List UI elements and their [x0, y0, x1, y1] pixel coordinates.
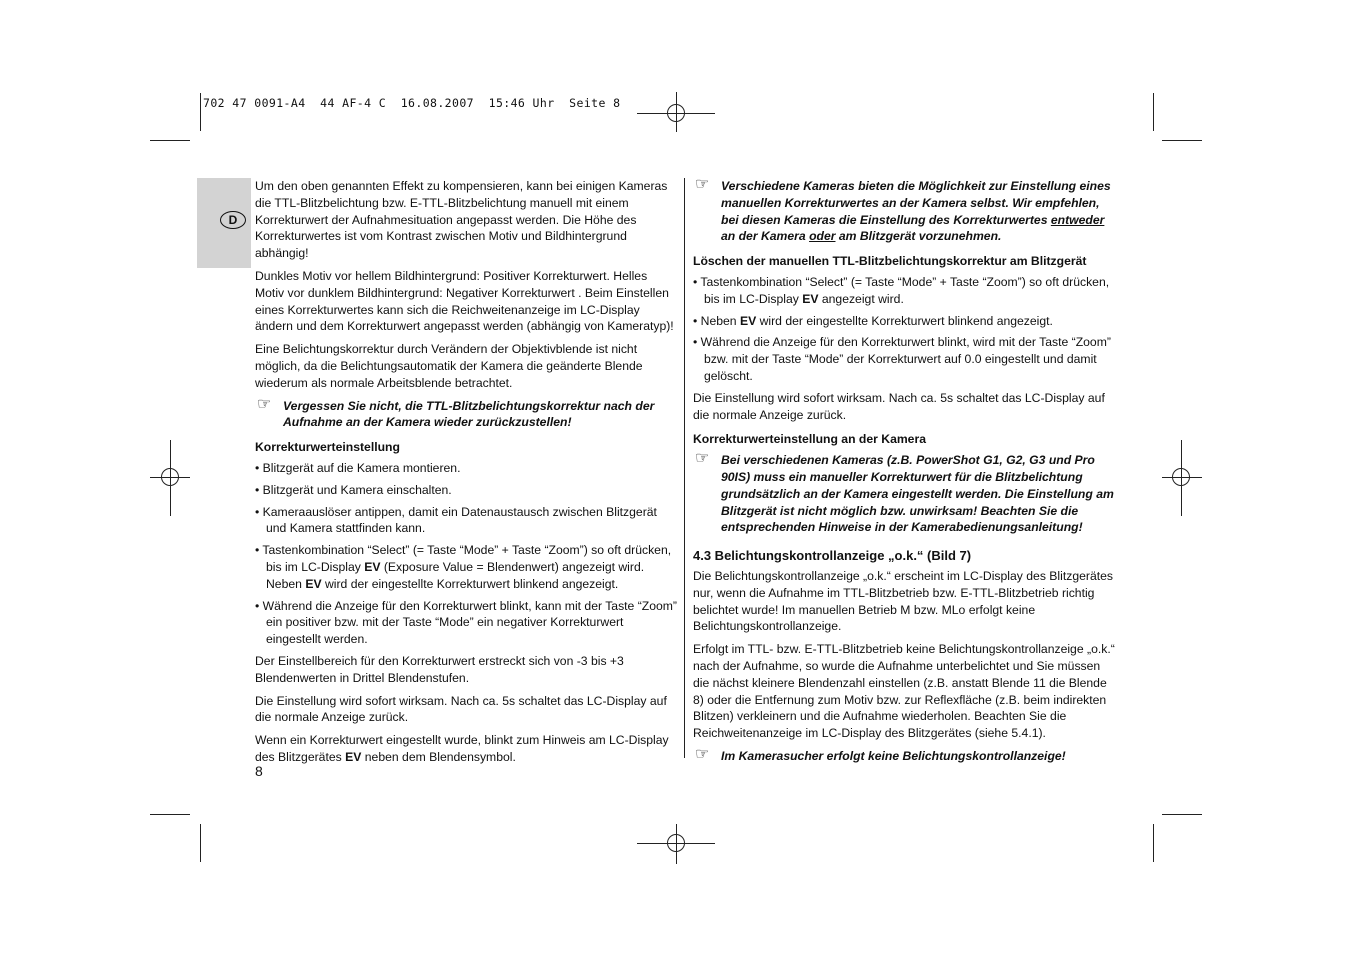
- text-span: Verschiedene Kameras bieten die Möglichkeit zur Einstellung eines manuellen Korrekturwertes an der Kamera selbst. Wir empfehlen, bei diesen Kameras die Einstellung des Korrekturwertes: [721, 179, 1111, 227]
- text-span: am Blitzgerät vorzunehmen.: [835, 229, 1002, 244]
- paragraph: Die Belichtungskontrollanzeige „o.k.“ erscheint im LC-Display des Blitzgerätes nur, wenn die Aufnahme im TTL-Blitzbetrieb bzw. E-TTL-Blitzbetrieb richtig belichtet wurde! Im manuellen Betrieb M bzw. MLo erfolgt keine Belichtungskontrollanzeige.: [693, 568, 1113, 634]
- text-span: wird der eingestellte Korrekturwert blinkend angezeigt.: [321, 576, 619, 591]
- paragraph: Erfolgt im TTL- bzw. E-TTL-Blitzbetrieb keine Belichtungskontrollanzeige „o.k.“ nach der Aufnahme, so wurde die Aufnahme unterbelichtet und Sie müssen die nächst kleinere Blendenzahl einstellen (z.B. anstatt Blende 11 die Blende 8) oder die Entfernung zum Motiv bzw. zur Reflexfläche (z.B. beim indirekten Blitzen) verkleinern und die Aufnahme wiederholen. Beachten Sie die Reichweitenanzeige im LC-Display des Blitzgerätes (siehe 5.4.1).: [693, 642, 1115, 741]
- column-divider: [684, 178, 685, 758]
- section-heading: Korrekturwerteinstellung an der Kamera: [693, 432, 926, 447]
- print-slug: 702 47 0091-A4 44 AF-4 C 16.08.2007 15:46 Uhr Seite 8: [203, 96, 621, 110]
- text-span: wird der eingestellte Korrekturwert blinkend angezeigt.: [756, 313, 1053, 328]
- ev-label: EV: [364, 559, 381, 574]
- left-column: [255, 178, 677, 772]
- paragraph: Dunkles Motiv vor hellem Bildhintergrund: Positiver Korrekturwert. Helles Motiv vor dunklem Bildhintergrund: Negativer Korrekturwert . Beim Einstellen eines Korrekturwertes kann sich die Reichweitenanzeige im LC-Display ändern und dem Korrekturwert angepasst werden (abhängig von Kameratyp)!: [255, 268, 674, 334]
- list-item: [693, 274, 1118, 308]
- text-span: an der Kamera: [721, 229, 810, 244]
- note: [693, 178, 1118, 245]
- ev-label: EV: [739, 313, 757, 328]
- list-item: [693, 313, 1118, 330]
- list-item: [255, 542, 677, 592]
- pointing-hand-icon: ☞: [695, 176, 710, 193]
- paragraph: Der Einstellbereich für den Korrekturwert erstreckt sich von -3 bis +3 Blendenwerten in Drittel Blendenstufen.: [255, 653, 624, 685]
- text-span: • Tastenkombination “Select” (= Taste “Mode” + Taste “Zoom”) so oft drücken, bis im LC-Display: [255, 543, 672, 574]
- list-item: • Kameraauslöser antippen, damit ein Datenaustausch zwischen Blitzgerät und Kamera stattfinden kann.: [255, 504, 657, 536]
- text-span: Wenn ein Korrekturwert eingestellt wurde, blinkt zum Hinweis am LC-Display des Blitzgerätes: [255, 733, 669, 764]
- section-heading: Löschen der manuellen TTL-Blitzbelichtungskorrektur am Blitzgerät: [693, 254, 1087, 269]
- text-span: neben dem Blendensymbol.: [361, 749, 516, 764]
- ev-label: EV: [305, 576, 322, 591]
- section-title: 4.3 Belichtungskontrollanzeige „o.k.“ (Bild 7): [693, 548, 972, 564]
- right-column: [693, 178, 1118, 773]
- language-badge: D: [220, 211, 246, 229]
- list-item: • Während die Anzeige für den Korrekturwert blinkt, wird mit der Taste “Zoom” bzw. mit der Taste “Mode” der Korrekturwert auf 0.0 eingestellt und damit gelöscht.: [693, 335, 1111, 383]
- note: [693, 745, 1118, 765]
- paragraph: Die Einstellung wird sofort wirksam. Nach ca. 5s schaltet das LC-Display auf die normale Anzeige zurück.: [693, 390, 1105, 422]
- pointing-hand-icon: ☞: [257, 395, 272, 413]
- text-span: • Tastenkombination “Select” (= Taste “Mode” + Taste “Zoom”) so oft drücken, bis im LC-Display: [693, 274, 1110, 306]
- paragraph: Die Einstellung wird sofort wirksam. Nach ca. 5s schaltet das LC-Display auf die normale Anzeige zurück.: [255, 693, 667, 725]
- note-text: Im Kamerasucher erfolgt keine Belichtungskontrollanzeige!: [721, 748, 1066, 763]
- underlined-word: oder: [809, 229, 836, 244]
- text-span: angezeigt wird.: [818, 291, 904, 306]
- note-text: Vergessen Sie nicht, die TTL-Blitzbelichtungskorrektur nach der Aufnahme an der Kamera wieder zurückzustellen!: [283, 398, 655, 430]
- note: [255, 395, 677, 432]
- list-item: • Blitzgerät und Kamera einschalten.: [255, 482, 452, 497]
- text-span: (Exposure Value = Blendenwert) angezeigt wird. Neben: [266, 559, 645, 591]
- list-item: • Blitzgerät auf die Kamera montieren.: [255, 460, 461, 475]
- paragraph: Eine Belichtungskorrektur durch Verändern der Objektivblende ist nicht möglich, da die Belichtungsautomatik der Kamera die geänderte Blende wiederum als normale Arbeitsblende betrachtet.: [255, 342, 643, 390]
- pointing-hand-icon: ☞: [695, 745, 710, 763]
- pointing-hand-icon: ☞: [695, 450, 710, 468]
- text-span: • Neben: [693, 313, 740, 328]
- list-item: • Während die Anzeige für den Korrekturwert blinkt, kann mit der Taste “Zoom” ein positiver bzw. mit der Taste “Mode” ein negativer Korrekturwert eingestellt werden.: [255, 598, 677, 647]
- page-number: 8: [255, 763, 263, 779]
- paragraph: Um den oben genannten Effekt zu kompensieren, kann bei einigen Kameras die TTL-Blitzbelichtung bzw. E-TTL-Blitzbelichtung manuell mit einem Korrekturwert der Aufnahmesituation angepasst werden. Die Höhe des Korrekturwertes ist vom Kontrast zwischen Motiv und Bildhintergrund abhängig!: [255, 179, 668, 261]
- note-text: Bei verschiedenen Kameras (z.B. PowerShot G1, G2, G3 und Pro 90IS) muss ein manueller Korrekturwert für die Blitzbelichtung grundsätzlich an der Kamera eingestellt werden. Die Einstellung am Blitzgerät ist nicht möglich bzw. unwirksam! Beachten Sie die entsprechenden Hinweise in der Kamerabedienungsanleitung!: [721, 453, 1114, 535]
- ev-label: EV: [345, 749, 362, 764]
- section-heading: Korrekturwerteinstellung: [255, 440, 400, 455]
- underlined-word: entweder: [1050, 212, 1105, 227]
- ev-label: EV: [802, 291, 819, 306]
- note: [693, 452, 1118, 536]
- paragraph: [255, 732, 677, 766]
